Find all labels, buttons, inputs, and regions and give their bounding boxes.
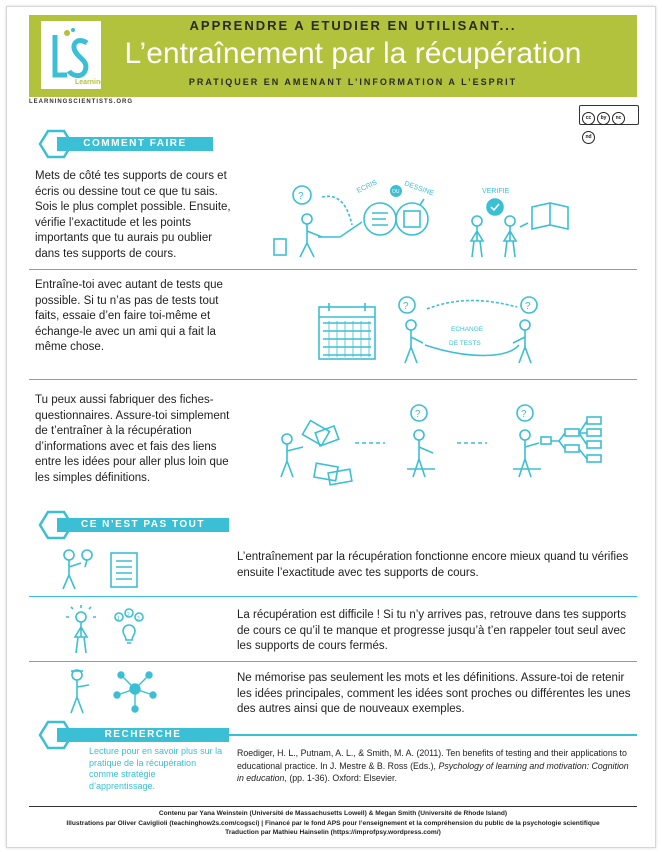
divider xyxy=(29,269,637,270)
nc-icon: nc xyxy=(612,112,625,125)
poster xyxy=(6,6,656,848)
section-header-how: COMMENT FAIRE xyxy=(29,131,637,157)
more-text-3: Ne mémorise pas seulement les mots et les définitions. Assure-toi de retenir les idées principales, comment les idées sont proches ou différentes les unes des autres ainsi que de nouveaux exemples. xyxy=(237,672,631,715)
svg-text:?: ? xyxy=(403,301,409,312)
how-text-2: Entraîne-toi avec autant de tests que possible. Si tu n’as pas de tests tout faits, essaie d’en faire toi-même et échange-le avec un ami qui a fait la même chose. xyxy=(35,279,223,353)
how-text-1: Mets de côté tes supports de cours et écris ou dessine tout ce que tu sais. Sois le plus complet possible. Ensuite, vérifie l’exactitude et les points importants que tu aurais pu oublier dans tes supports de cours. xyxy=(35,170,231,260)
write-or-draw-illustration xyxy=(262,177,632,262)
footer-divider xyxy=(29,806,637,807)
page-title: L’entraînement par la récupération xyxy=(124,37,582,70)
more-text-2: La récupération est difficile ! Si tu n’y arrives pas, retrouve dans tes supports de cours ce qu’il te manque et progresse jusqu’à t’en rappeler tout seul avec les supports de cours fermés. xyxy=(237,609,627,652)
research-reference: Roediger, H. L., Putnam, A. L., & Smith, M. A. (2011). Ten benefits of testing and their applications to educational practice. In J. Mestre & B. Ross (Eds.), Psychology of learning and motivation: Cognition in education, (pp. 1-36). Oxford: Elsevier. xyxy=(237,748,629,783)
how-text-3: Tu peux aussi fabriquer des fiches-questionnaires. Assure-toi simplement de t’entraîner à la récupération d’informations avec et fais des liens entre les idées pour aller plus loin que les simples définitions. xyxy=(35,394,230,484)
svg-text:ECRIS: ECRIS xyxy=(355,179,379,195)
svg-text:VERIFIE: VERIFIE xyxy=(482,188,510,195)
nd-icon: nd xyxy=(582,131,595,144)
svg-text:?: ? xyxy=(525,301,531,312)
svg-text:ECHANGE: ECHANGE xyxy=(451,326,484,333)
header-subtitle: PRATIQUER EN AMENANT L’INFORMATION A L’ESPRIT xyxy=(188,77,518,87)
svg-text:1: 1 xyxy=(117,616,120,622)
connect-ideas-icon xyxy=(57,665,157,715)
cc-icon: cc xyxy=(582,112,595,125)
section-header-more: CE N’EST PAS TOUT xyxy=(29,512,637,538)
check-notes-icon xyxy=(51,545,151,593)
more-text-1: L’entraînement par la récupération fonctionne encore mieux quand tu vérifies ensuite l’exactitude avec tes supports de cours. xyxy=(237,551,629,579)
svg-text:DE TESTS: DE TESTS xyxy=(449,340,481,347)
svg-text:DESSINE: DESSINE xyxy=(403,180,435,198)
footer-credits: Contenu par Yana Weinstein (Université de Massachusetts Lowell) & Megan Smith (Université de Rhode Island) Illustrations par Oliver Caviglioli (teachinghow2s.com/cogsci) | Financé par le fond APS pour l’enseignement et la compréhension du public de la psychologie scientifique Traduction par Mathieu Hainselin (https://improfpsy.wordpress.com/) xyxy=(66,810,600,836)
flashcards-illustration xyxy=(269,399,629,491)
divider xyxy=(29,661,637,662)
divider xyxy=(29,379,637,380)
header-banner xyxy=(29,15,637,97)
research-note: Lecture pour en savoir plus sur la pratique de la récupération comme stratégie d’apprentissage. xyxy=(89,746,223,791)
svg-text:OU: OU xyxy=(392,189,400,195)
svg-text:3: 3 xyxy=(137,616,140,622)
by-icon: by xyxy=(597,112,610,125)
svg-text:?: ? xyxy=(521,409,527,420)
website-label: LEARNINGSCIENTISTS.ORG xyxy=(29,99,134,105)
divider xyxy=(29,596,637,597)
struggling-student-icon xyxy=(57,605,147,655)
svg-text:2: 2 xyxy=(127,612,130,618)
svg-text:Learning: Learning xyxy=(75,79,105,86)
header-top-line: APPRENDRE A ETUDIER EN UTILISANT... xyxy=(189,18,517,33)
cc-license-badge xyxy=(579,105,639,140)
exchange-tests-illustration xyxy=(307,289,607,369)
svg-text:?: ? xyxy=(415,409,421,420)
section-header-research: RECHERCHE xyxy=(29,722,637,748)
svg-text:?: ? xyxy=(298,191,304,202)
